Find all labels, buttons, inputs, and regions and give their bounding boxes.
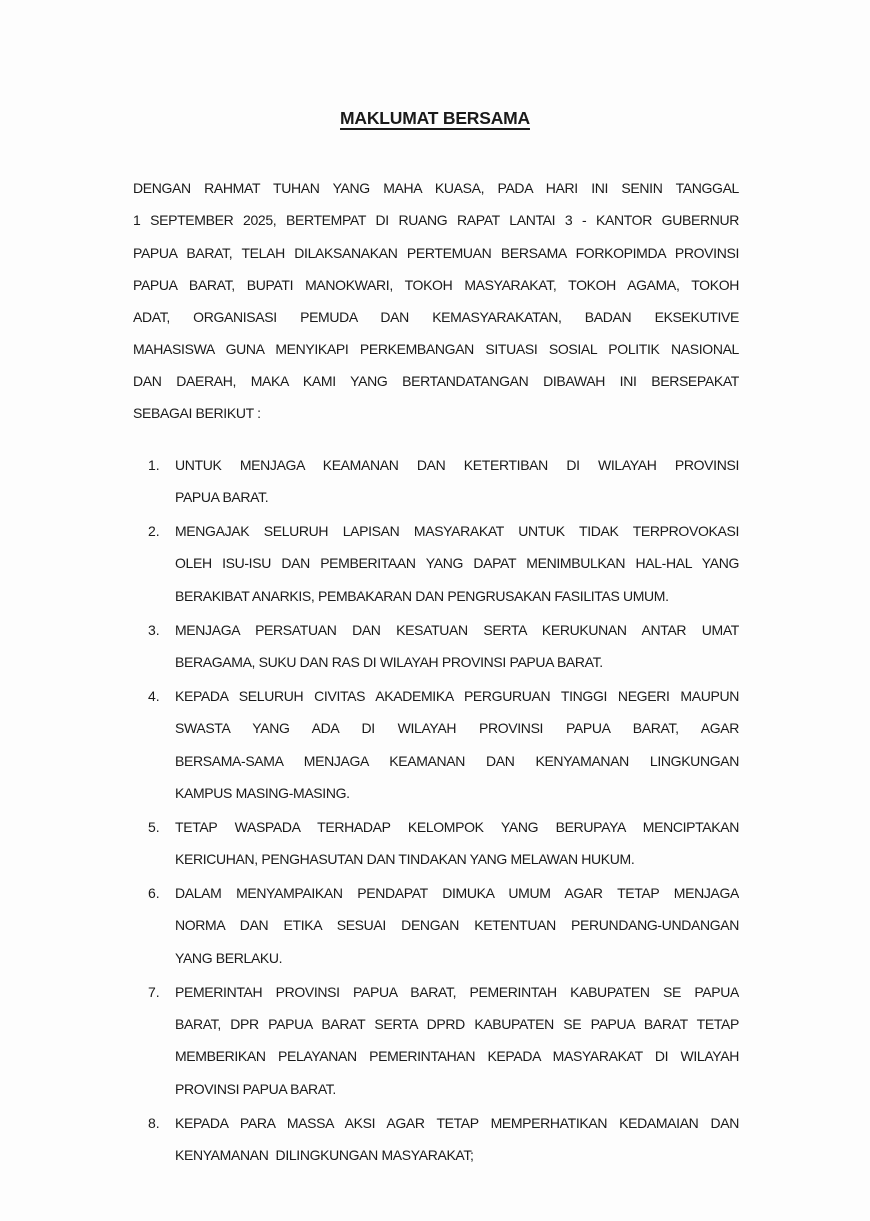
item-line: UNTUK MENJAGA KEAMANAN DAN KETERTIBAN DI WILAYAH PROVINSI	[175, 457, 739, 473]
item-line: YANG BERLAKU.	[175, 950, 283, 966]
item-number: 4.	[148, 688, 160, 704]
item-number: 3.	[148, 622, 160, 638]
item-line: TETAP WASPADA TERHADAP KELOMPOK YANG BERUPAYA MENCIPTAKAN	[175, 819, 739, 835]
item-line: PAPUA BARAT.	[175, 489, 269, 505]
intro-line: MAHASISWA GUNA MENYIKAPI PERKEMBANGAN SITUASI SOSIAL POLITIK NASIONAL	[133, 341, 739, 357]
item-line: PEMERINTAH PROVINSI PAPUA BARAT, PEMERINTAH KABUPATEN SE PAPUA	[175, 984, 739, 1000]
item-line: BARAT, DPR PAPUA BARAT SERTA DPRD KABUPATEN SE PAPUA BARAT TETAP	[175, 1016, 739, 1032]
item-line: BERAKIBAT ANARKIS, PEMBAKARAN DAN PENGRUSAKAN FASILITAS UMUM.	[175, 588, 669, 604]
intro-line: DENGAN RAHMAT TUHAN YANG MAHA KUASA, PADA HARI INI SENIN TANGGAL	[133, 180, 739, 196]
item-line: KEPADA SELURUH CIVITAS AKADEMIKA PERGURUAN TINGGI NEGERI MAUPUN	[175, 688, 739, 704]
item-line: KAMPUS MASING-MASING.	[175, 785, 350, 801]
item-line: DALAM MENYAMPAIKAN PENDAPAT DIMUKA UMUM AGAR TETAP MENJAGA	[175, 885, 739, 901]
intro-line: PAPUA BARAT, TELAH DILAKSANAKAN PERTEMUAN BERSAMA FORKOPIMDA PROVINSI	[133, 245, 739, 261]
item-line: NORMA DAN ETIKA SESUAI DENGAN KETENTUAN PERUNDANG-UNDANGAN	[175, 917, 739, 933]
document-title	[0, 108, 870, 129]
item-line: KERICUHAN, PENGHASUTAN DAN TINDAKAN YANG MELAWAN HUKUM.	[175, 851, 635, 867]
item-line: SWASTA YANG ADA DI WILAYAH PROVINSI PAPUA BARAT, AGAR	[175, 720, 739, 736]
item-line: PROVINSI PAPUA BARAT.	[175, 1081, 336, 1097]
item-line: MEMBERIKAN PELAYANAN PEMERINTAHAN KEPADA MASYARAKAT DI WILAYAH	[175, 1048, 739, 1064]
item-number: 5.	[148, 819, 160, 835]
item-line: KEPADA PARA MASSA AKSI AGAR TETAP MEMPERHATIKAN KEDAMAIAN DAN	[175, 1115, 739, 1131]
intro-line: PAPUA BARAT, BUPATI MANOKWARI, TOKOH MASYARAKAT, TOKOH AGAMA, TOKOH	[133, 277, 739, 293]
item-number: 7.	[148, 984, 160, 1000]
item-number: 8.	[148, 1115, 160, 1131]
item-line: KENYAMANAN DILINGKUNGAN MASYARAKAT;	[175, 1147, 474, 1163]
intro-line: DAN DAERAH, MAKA KAMI YANG BERTANDATANGAN DIBAWAH INI BERSEPAKAT	[133, 373, 739, 389]
document-title-text: MAKLUMAT BERSAMA	[340, 108, 530, 128]
item-line: OLEH ISU-ISU DAN PEMBERITAAN YANG DAPAT MENIMBULKAN HAL-HAL YANG	[175, 555, 739, 571]
item-line: BERSAMA-SAMA MENJAGA KEAMANAN DAN KENYAMANAN LINGKUNGAN	[175, 753, 739, 769]
item-line: MENGAJAK SELURUH LAPISAN MASYARAKAT UNTUK TIDAK TERPROVOKASI	[175, 523, 739, 539]
item-line: MENJAGA PERSATUAN DAN KESATUAN SERTA KERUKUNAN ANTAR UMAT	[175, 622, 739, 638]
item-number: 1.	[148, 457, 160, 473]
item-line: BERAGAMA, SUKU DAN RAS DI WILAYAH PROVINSI PAPUA BARAT.	[175, 654, 603, 670]
item-number: 6.	[148, 885, 160, 901]
intro-line: SEBAGAI BERIKUT :	[133, 405, 261, 421]
intro-line: ADAT, ORGANISASI PEMUDA DAN KEMASYARAKATAN, BADAN EKSEKUTIVE	[133, 309, 739, 325]
item-number: 2.	[148, 523, 160, 539]
intro-line: 1 SEPTEMBER 2025, BERTEMPAT DI RUANG RAPAT LANTAI 3 - KANTOR GUBERNUR	[133, 212, 739, 228]
